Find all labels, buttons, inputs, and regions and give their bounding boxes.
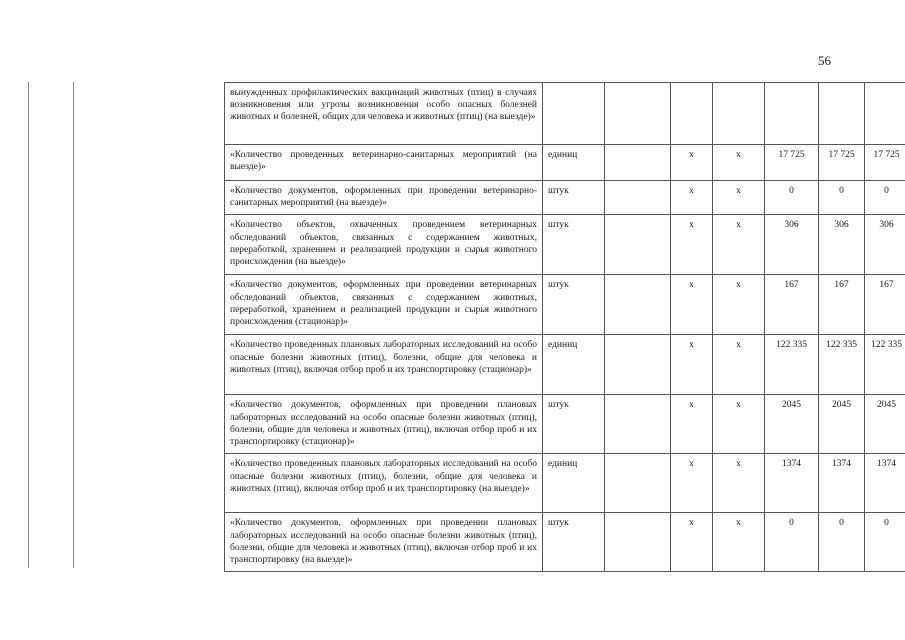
table-row [225,513,905,572]
indicator-description: «Количество документов, оформленных при проведении плановых лабораторных исследований на особо опасные болезни животных (птиц), болезни, общие для человека и животных (птиц), включая отбор проб и их транспортировку (стационар)» [225,395,543,454]
value-cell: х [671,454,713,513]
indicator-description: «Количество документов, оформленных при проведении ветеринарно-санитарных мероприятий (на выезде)» [225,181,543,215]
value-cell [605,513,671,572]
unit-cell: единиц [543,335,605,395]
value-cell: х [671,335,713,395]
unit-cell [543,83,605,145]
value-cell: х [713,454,765,513]
value-cell: х [671,275,713,335]
unit-cell: штук [543,513,605,572]
value-cell [605,395,671,454]
value-cell: х [671,395,713,454]
page-number: 56 [818,53,831,68]
value-cell: 17 725 [819,145,865,181]
value-cell [605,181,671,215]
value-cell: 2045 [865,395,905,454]
indicator-description: вынужденных профилактических вакцинаций животных (птиц) в случаях возникновения или угрозы возникновения особо опасных болезней животных и болезней, общих для человека и животных (птиц) (на выезде)» [225,83,543,145]
unit-cell: штук [543,215,605,275]
value-cell: 0 [765,181,819,215]
value-cell: х [713,275,765,335]
value-cell: 2045 [819,395,865,454]
table-row [225,335,905,395]
value-cell [713,83,765,145]
value-cell: 1374 [765,454,819,513]
value-cell: 122 335 [865,335,905,395]
table-row [225,83,905,145]
value-cell: х [713,513,765,572]
unit-cell: штук [543,181,605,215]
indicator-description: «Количество документов, оформленных при проведении плановых лабораторных исследований на особо опасные болезни животных (птиц), болезни, общие для человека и животных (птиц), включая отбор проб и их транспортировку (на выезде)» [225,513,543,572]
value-cell: 0 [819,513,865,572]
value-cell: 1374 [819,454,865,513]
value-cell: 167 [765,275,819,335]
value-cell: х [671,181,713,215]
left-column-rule [73,82,74,568]
value-cell: х [713,335,765,395]
value-cell: 0 [765,513,819,572]
value-cell: 167 [865,275,905,335]
value-cell [605,83,671,145]
unit-cell: единиц [543,454,605,513]
value-cell: х [713,181,765,215]
value-cell: 0 [865,513,905,572]
table-row [225,454,905,513]
value-cell: х [671,215,713,275]
table-row [225,145,905,181]
table-row [225,181,905,215]
indicator-description: «Количество проведенных плановых лабораторных исследований на особо опасные болезни животных (птиц), болезни, общие для человека и животных (птиц), включая отбор проб и их транспортировку (на выезде)» [225,454,543,513]
value-cell: 306 [819,215,865,275]
indicator-description: «Количество проведенных плановых лабораторных исследований на особо опасные болезни животных (птиц), болезни, общие для человека и животных (птиц), включая отбор проб и их транспортировку (стационар)» [225,335,543,395]
value-cell [671,83,713,145]
value-cell [605,215,671,275]
value-cell: 306 [865,215,905,275]
value-cell: 122 335 [765,335,819,395]
value-cell: 0 [865,181,905,215]
unit-cell: штук [543,275,605,335]
value-cell: 17 725 [765,145,819,181]
value-cell: 306 [765,215,819,275]
value-cell [605,454,671,513]
indicator-description: «Количество объектов, охваченных проведением ветеринарных обследований объектов, связанных с содержанием животных, переработкой, хранением и реализацией продукции и сырья животного происхождения (на выезде)» [225,215,543,275]
value-cell: 1374 [865,454,905,513]
table-row [225,395,905,454]
value-cell: х [713,215,765,275]
value-cell [865,83,905,145]
value-cell [765,83,819,145]
indicator-table [224,82,905,572]
value-cell: 122 335 [819,335,865,395]
unit-cell: штук [543,395,605,454]
value-cell: х [713,145,765,181]
indicator-description: «Количество проведенных ветеринарно-санитарных мероприятий (на выезде)» [225,145,543,181]
table-row [225,215,905,275]
value-cell: х [713,395,765,454]
value-cell: х [671,145,713,181]
value-cell [605,275,671,335]
value-cell: 167 [819,275,865,335]
unit-cell: единиц [543,145,605,181]
value-cell: 2045 [765,395,819,454]
value-cell [605,145,671,181]
value-cell [605,335,671,395]
value-cell [819,83,865,145]
indicator-description: «Количество документов, оформленных при проведении ветеринарных обследований объектов, связанных с содержанием животных, переработкой, хранением и реализацией продукции и сырья животного происхождения (стационар)» [225,275,543,335]
table-row [225,275,905,335]
left-margin-rule [28,82,29,568]
value-cell: х [671,513,713,572]
value-cell: 17 725 [865,145,905,181]
value-cell: 0 [819,181,865,215]
